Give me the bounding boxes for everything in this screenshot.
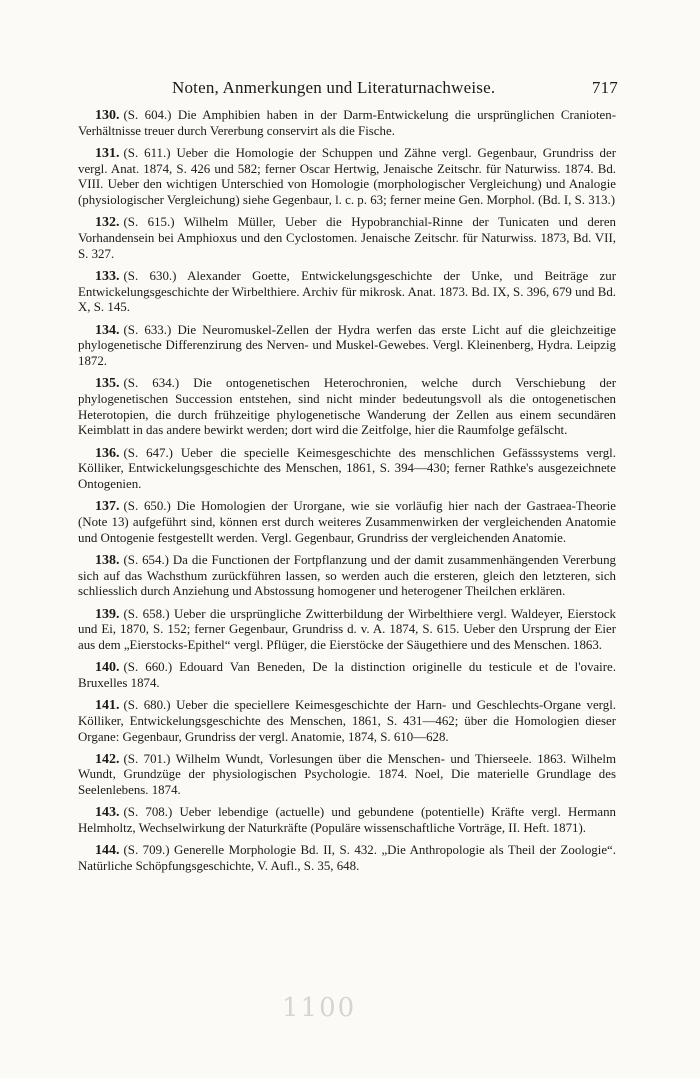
note-137: [78, 499, 616, 546]
note-138: [78, 553, 616, 600]
note-139: [78, 607, 616, 654]
note-number: 140.: [95, 660, 120, 676]
note-number: 144.: [95, 843, 120, 859]
note-text: (S. 604.) Die Amphibien haben in der Darm-Entwickelung die ursprünglichen Cranioten-Verhältnisse treuer durch Vererbung conservirt als die Fische.: [78, 108, 616, 138]
note-142: [78, 752, 616, 799]
note-number: 143.: [95, 805, 120, 821]
note-text: (S. 611.) Ueber die Homologie der Schuppen und Zähne vergl. Gegenbaur, Grundriss der vergl. Anat. 1874, S. 426 und 582; ferner Oscar Hertwig, Jenaische Zeitschr. für Naturwiss. 1874. Bd. VIII. Ueber den wichtigen Unterschied von Homologie (morphologischer Vergleichung) und Analogie (physiologischer Vergleichung) siehe Gegenbaur, l. c. p. 63; ferner meine Gen. Morphol. (Bd. I, S. 313.): [78, 145, 616, 208]
note-number: 138.: [95, 552, 120, 568]
note-text: (S. 701.) Wilhelm Wundt, Vorlesungen über die Menschen- und Thierseele. 1863. Wilhelm Wundt, Grundzüge der physiologischen Psychologie. 1874. Noel, Die materielle Grundlage des Seelenlebens. 1874.: [78, 751, 616, 798]
note-text: (S. 633.) Die Neuromuskel-Zellen der Hydra werfen das erste Licht auf die gleichzeitige phylogenetische Differenzirung des Nerven- und Muskel-Gewebes. Vergl. Kleinenberg, Hydra. Leipzig 1872.: [78, 322, 616, 369]
note-number: 139.: [95, 606, 120, 622]
note-text: (S. 650.) Die Homologien der Urorgane, wie sie vorläufig hier nach der Gastraea-Theorie (Note 13) aufgeführt sind, können erst durch weiteres Zusammenwirken der vergleichenden Anatomie und Ontogenie festgestellt werden. Vergl. Gegenbaur, Grundriss der vergleichenden Anatomie.: [78, 499, 616, 545]
note-number: 131.: [95, 145, 120, 161]
note-136: [78, 446, 616, 493]
faint-stamp: 1100: [282, 993, 357, 1023]
note-133: [78, 269, 616, 316]
running-title: Noten, Anmerkungen und Literaturnachweise.: [172, 78, 496, 97]
note-text: (S. 630.) Alexander Goette, Entwickelungsgeschichte der Unke, und Beiträge zur Entwickelungsgeschichte der Wirbelthiere. Archiv für mikrosk. Anat. 1873. Bd. IX, S. 396, 679 und Bd. X, S. 145.: [78, 268, 616, 315]
note-135: [78, 376, 616, 439]
notes-list: [78, 108, 616, 881]
note-number: 137.: [95, 499, 120, 515]
note-number: 135.: [95, 376, 120, 392]
note-number: 142.: [95, 751, 120, 767]
note-number: 134.: [95, 322, 120, 338]
note-text: (S. 708.) Ueber lebendige (actuelle) und gebundene (potentielle) Kräfte vergl. Hermann Helmholtz, Wechselwirkung der Naturkräfte (Populäre wissenschaftliche Vorträge, II. Heft. 1871).: [78, 805, 616, 836]
note-text: (S. 634.) Die ontogenetischen Heterochronien, welche durch Verschiebung der phylogenetischen Succession entstehen, sind nicht minder bedeutungsvoll als die ontogenetischen Heterotopien, die durch frühzeitige phylogenetische Wanderung der Zellen aus einem secundären Keimblatt in das andere bewirkt werden; dort wird die Zeitfolge, hier die Raumfolge gefälscht.: [78, 376, 616, 438]
note-131: [78, 146, 616, 209]
note-text: (S. 709.) Generelle Morphologie Bd. II, S. 432. „Die Anthropologie als Theil der Zoologie“. Natürliche Schöpfungsgeschichte, V. Aufl., S. 35, 648.: [78, 843, 616, 873]
note-number: 136.: [95, 445, 120, 461]
note-text: (S. 615.) Wilhelm Müller, Ueber die Hypobranchial-Rinne der Tunicaten und deren Vorhandensein bei Amphioxus und den Cyclostomen. Jenaische Zeitschr. für Naturwiss. 1873, Bd. VII, S. 327.: [78, 215, 616, 261]
note-number: 133.: [95, 268, 120, 284]
note-text: (S. 660.) Edouard Van Beneden, De la distinction originelle du testicule et de l'ovaire. Bruxelles 1874.: [78, 660, 616, 690]
note-144: [78, 843, 616, 875]
note-number: 132.: [95, 215, 120, 231]
note-number: 141.: [95, 698, 120, 714]
note-text: (S. 680.) Ueber die speciellere Keimesgeschichte der Harn- und Geschlechts-Organe vergl. Kölliker, Entwickelungsgeschichte des Menschen, 1861, S. 431—462; über die Homologien dieser Organe: Gegenbaur, Grundriss der vergl. Anatomie, 1874, S. 610—628.: [78, 698, 616, 744]
note-143: [78, 805, 616, 837]
note-text: (S. 647.) Ueber die specielle Keimesgeschichte des menschlichen Gefässsystems vergl. Kölliker, Entwickelungsgeschichte des Menschen, 1861, S. 394—430; ferner Rathke's ausgezeichnete Ontogenien.: [78, 445, 616, 492]
note-130: [78, 108, 616, 140]
note-134: [78, 323, 616, 370]
page-number: 717: [591, 78, 618, 97]
note-text: (S. 654.) Da die Functionen der Fortpflanzung und der damit zusammenhängenden Vererbung sich auf das Wachsthum zurückführen lassen, so werden auch die ersteren, gleich den letzteren, sich schliesslich durch Anziehung und Abstossung homogener und heterogener Theilchen erklären.: [78, 552, 616, 599]
note-140: [78, 660, 616, 692]
note-141: [78, 698, 616, 745]
note-132: [78, 215, 616, 262]
note-number: 130.: [95, 108, 120, 123]
note-text: (S. 658.) Ueber die ursprüngliche Zwitterbildung der Wirbelthiere vergl. Waldeyer, Eierstock und Ei, 1870, S. 152; ferner Gegenbaur, Grundriss d. v. A. 1874, S. 615. Ueber den Ursprung der Eier aus dem „Eierstocks-Epithel“ vergl. Pflüger, die Eierstöcke der Säugethiere und des Menschen. 1863.: [78, 606, 616, 653]
